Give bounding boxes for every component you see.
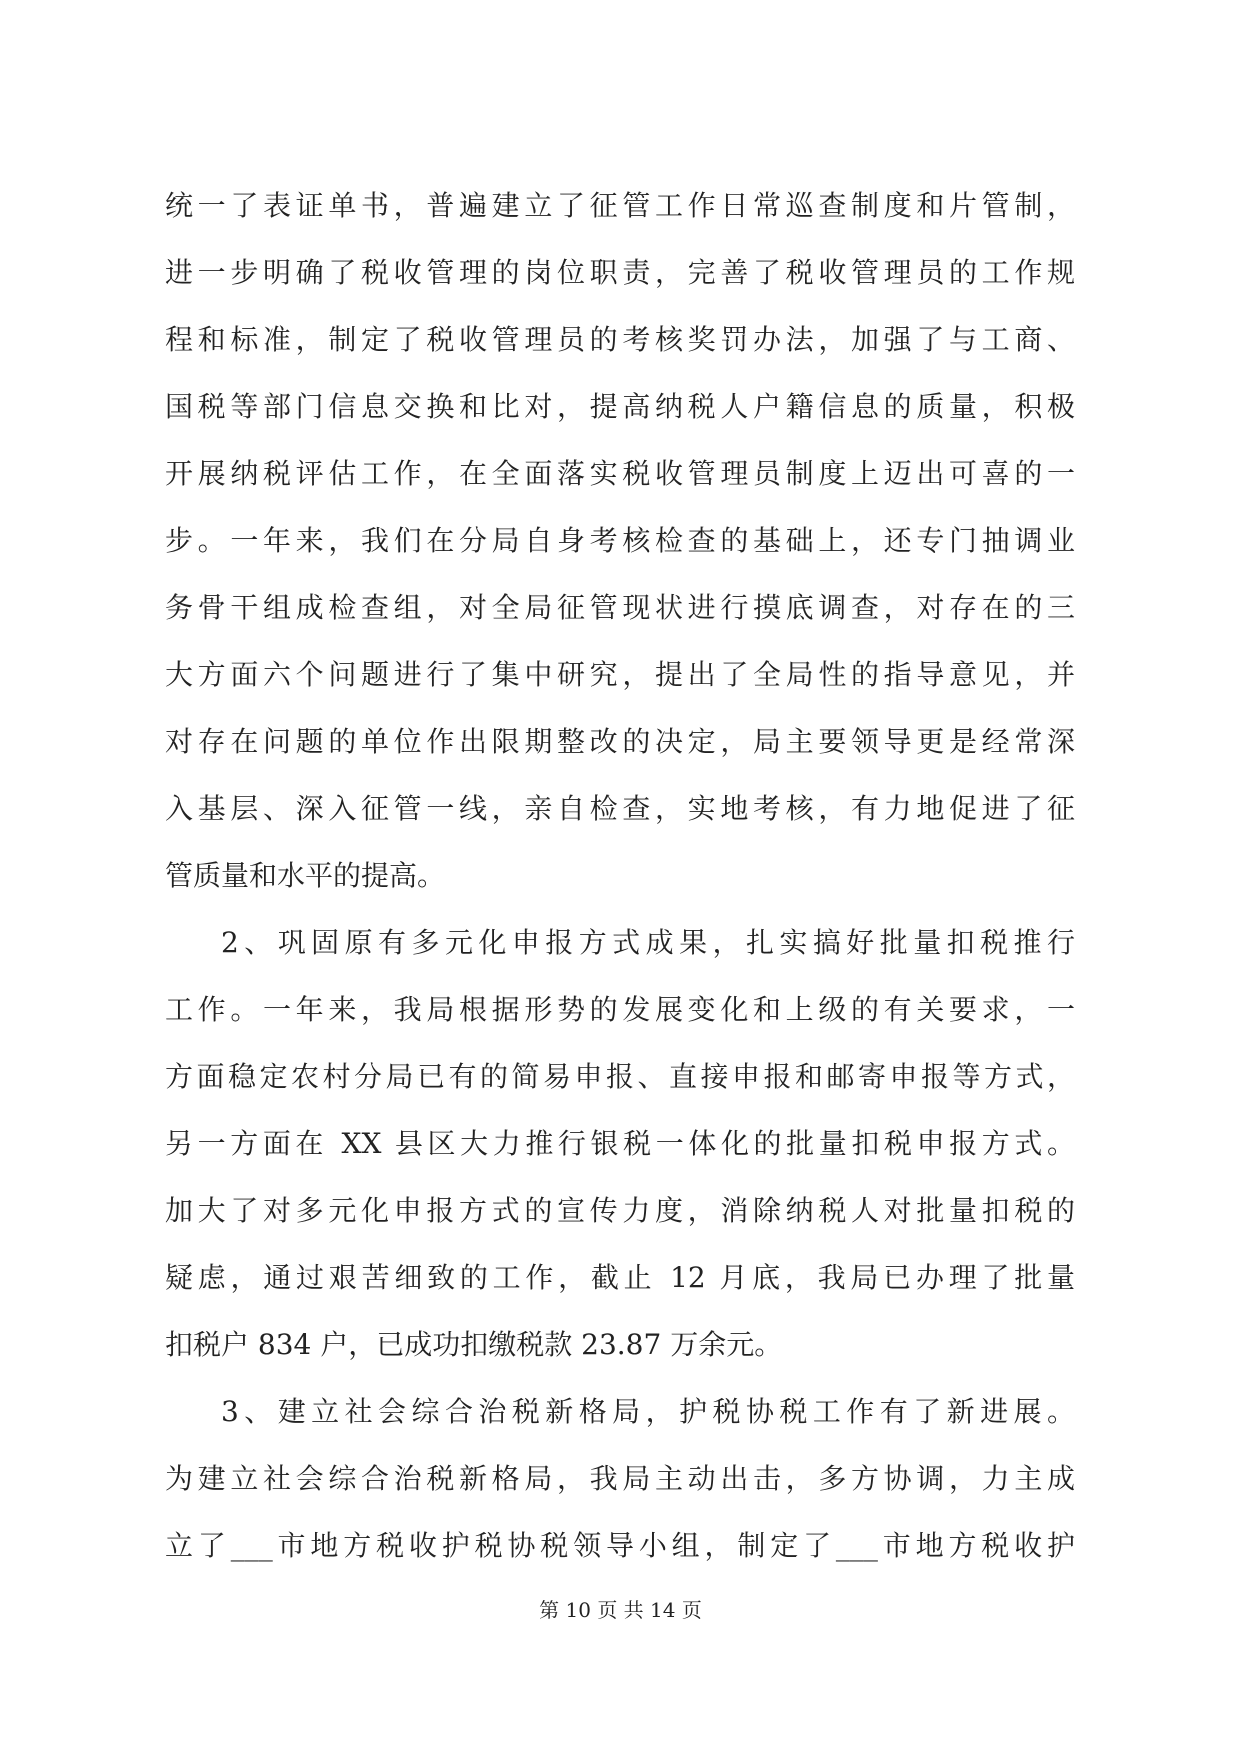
text-line: 入基层、深入征管一线，亲自检查，实地考核，有力地促进了征 [165, 792, 1075, 825]
text-line: 对存在问题的单位作出限期整改的决定，局主要领导更是经常深 [165, 725, 1075, 758]
text-line: 另一方面在 XX 县区大力推行银税一体化的批量扣税申报方式。 [165, 1127, 1075, 1160]
text-line: 进一步明确了税收管理的岗位职责，完善了税收管理员的工作规 [165, 256, 1075, 289]
text-line: 立了___市地方税收护税协税领导小组，制定了___市地方税收护 [165, 1529, 1075, 1562]
text-line: 程和标准，制定了税收管理员的考核奖罚办法，加强了与工商、 [165, 323, 1075, 356]
page-number-footer: 第 10 页 共 14 页 [539, 1598, 702, 1622]
text-line: 疑虑，通过艰苦细致的工作，截止 12 月底，我局已办理了批量 [165, 1261, 1075, 1294]
text-line: 为建立社会综合治税新格局，我局主动出击，多方协调，力主成 [165, 1462, 1075, 1495]
paragraph-3-first-line: 3、建立社会综合治税新格局，护税协税工作有了新进展。 [221, 1395, 1075, 1428]
text-line: 统一了表证单书，普遍建立了征管工作日常巡查制度和片管制， [165, 189, 1075, 222]
body-text [165, 172, 1075, 1579]
text-line: 扣税户 834 户，已成功扣缴税款 23.87 万余元。 [165, 1328, 783, 1361]
text-line: 务骨干组成检查组，对全局征管现状进行摸底调查，对存在的三 [165, 591, 1075, 624]
text-line: 大方面六个问题进行了集中研究，提出了全局性的指导意见，并 [165, 658, 1075, 691]
text-line: 方面稳定农村分局已有的简易申报、直接申报和邮寄申报等方式， [165, 1060, 1075, 1093]
text-line: 管质量和水平的提高。 [165, 859, 446, 892]
paragraph-2-first-line: 2、巩固原有多元化申报方式成果，扎实搞好批量扣税推行 [221, 926, 1075, 959]
text-line: 步。一年来，我们在分局自身考核检查的基础上，还专门抽调业 [165, 524, 1075, 557]
text-line: 工作。一年来，我局根据形势的发展变化和上级的有关要求，一 [165, 993, 1075, 1026]
text-line: 开展纳税评估工作，在全面落实税收管理员制度上迈出可喜的一 [165, 457, 1075, 490]
text-line: 国税等部门信息交换和比对，提高纳税人户籍信息的质量，积极 [165, 390, 1075, 423]
text-line: 加大了对多元化申报方式的宣传力度，消除纳税人对批量扣税的 [165, 1194, 1075, 1227]
